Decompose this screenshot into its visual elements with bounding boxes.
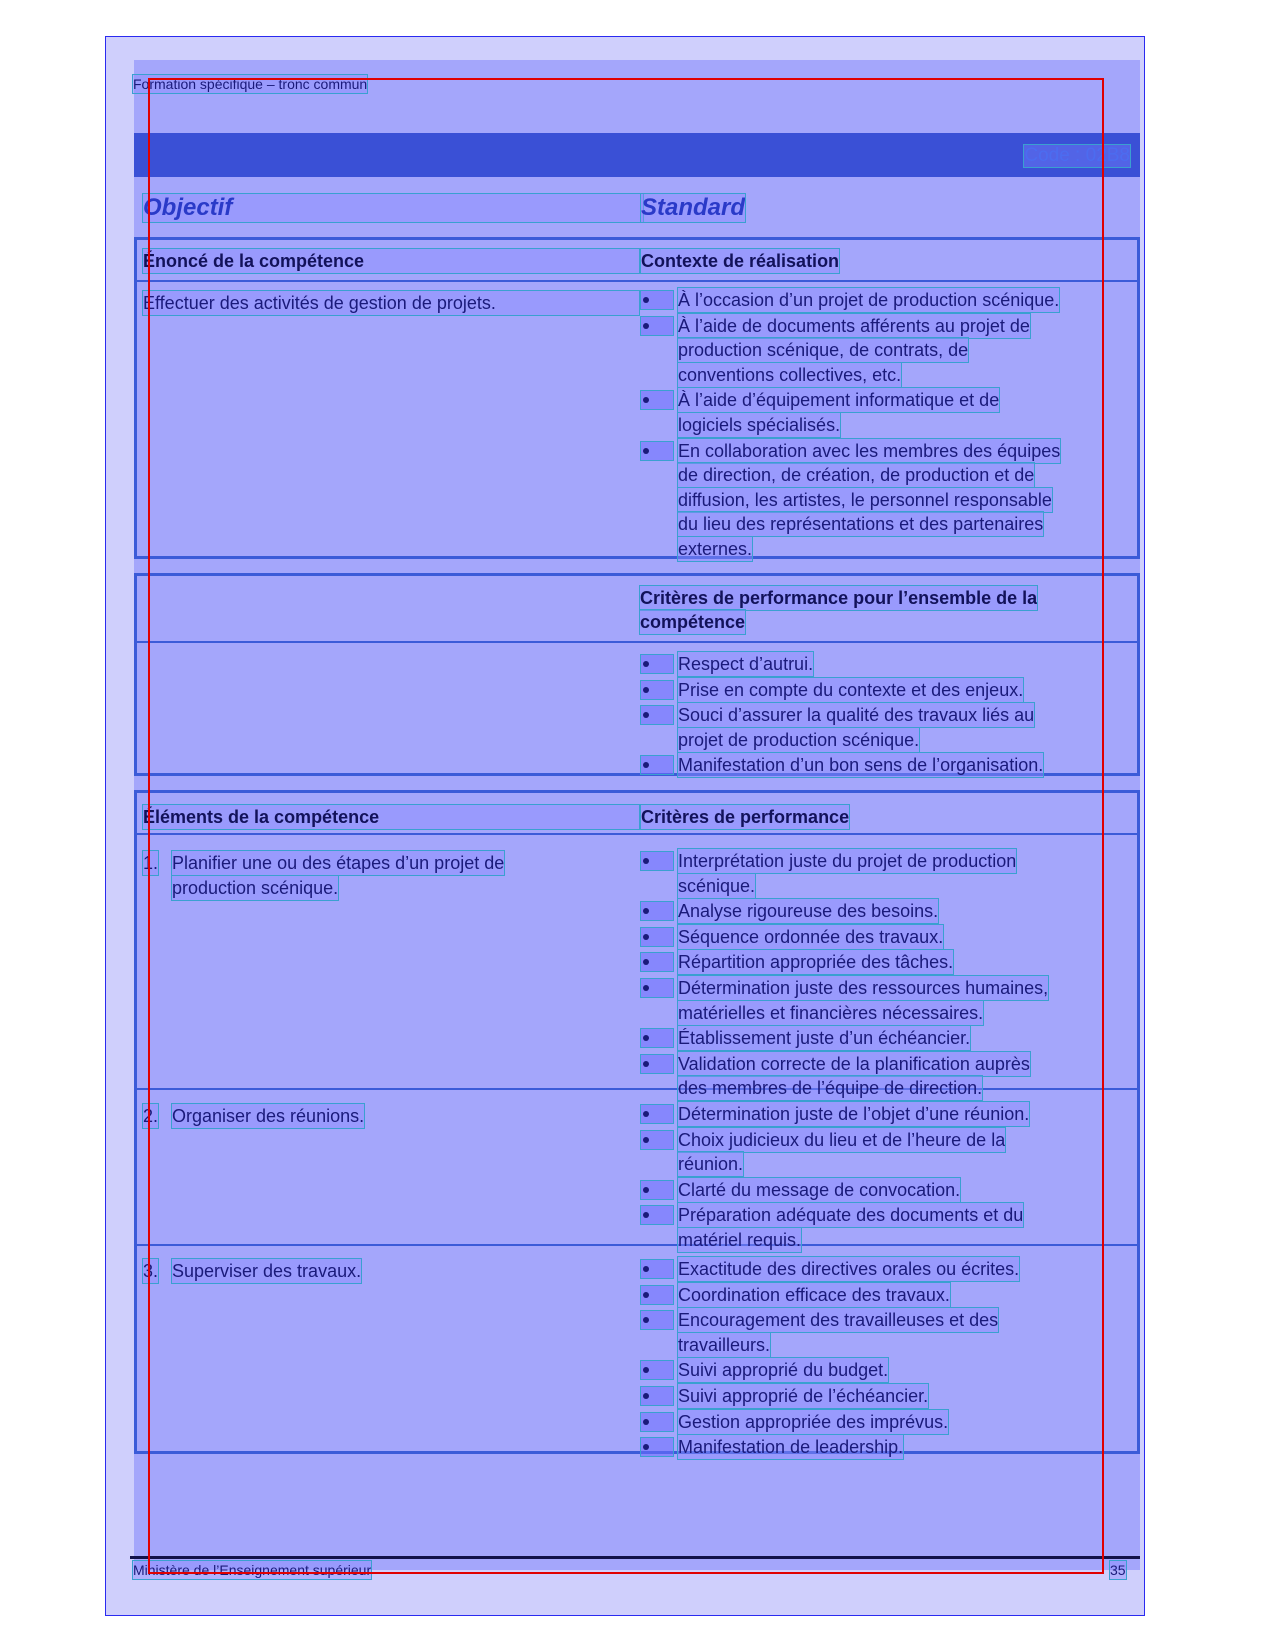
element-label-line: Planifier une ou des étapes d’un projet de — [172, 853, 505, 873]
context-item-line: de direction, de création, de production et de — [678, 465, 1035, 486]
bullet-icon — [641, 953, 673, 971]
bullet-icon — [641, 1131, 673, 1149]
bullet-icon — [641, 655, 673, 673]
element-criterion-line: Clarté du message de convocation. — [678, 1179, 961, 1200]
section3-header-divider — [134, 833, 1140, 835]
bullet-icon — [641, 1105, 673, 1123]
bullet-icon — [641, 1029, 673, 1047]
element-criterion-line: Manifestation de leadership. — [678, 1437, 904, 1458]
element-criterion-line: scénique. — [678, 875, 756, 896]
context-heading: Contexte de réalisation — [641, 251, 840, 271]
bullet-icon — [641, 706, 673, 724]
bullet-icon — [641, 1260, 673, 1278]
context-item-line: externes. — [678, 539, 753, 559]
element-criterion-line: Exactitude des directives orales ou écrites. — [678, 1259, 1020, 1279]
element-criterion-line: Détermination juste de l’objet d’une réunion. — [678, 1104, 1030, 1124]
context-item-line: logiciels spécialisés. — [678, 415, 841, 435]
bullet-icon — [641, 852, 673, 870]
bullet-icon — [641, 979, 673, 997]
global-criteria-heading-line1: Critères de performance pour l’ensemble de la — [640, 588, 1038, 608]
element-criterion-line: réunion. — [678, 1154, 744, 1175]
element-criterion-line: Coordination efficace des travaux. — [678, 1284, 950, 1305]
global-criteria-heading-line2: compétence — [640, 612, 746, 632]
element-criterion-line: Séquence ordonnée des travaux. — [678, 926, 944, 947]
context-item-line: diffusion, les artistes, le personnel responsable — [678, 489, 1052, 510]
page-number: 35 — [1110, 1562, 1126, 1578]
bullet-icon — [641, 1361, 673, 1379]
bullet-icon — [641, 1206, 673, 1224]
bullet-icon — [641, 1311, 673, 1329]
code-value: 02B8 — [1085, 145, 1130, 166]
bullet-icon — [641, 1413, 673, 1431]
context-item-line: du lieu des représentations et des partenaires — [678, 514, 1044, 535]
elements-heading: Éléments de la compétence — [143, 805, 639, 829]
element1-divider — [134, 1088, 1140, 1090]
element-criterion-line: Encouragement des travailleuses et des — [678, 1310, 999, 1331]
footer-ministry: Ministère de l’Enseignement supérieur — [133, 1562, 372, 1578]
element-criterion-line: des membres de l’équipe de direction. — [678, 1078, 983, 1099]
bullet-icon — [641, 291, 673, 309]
global-criterion-line: Manifestation d’un bon sens de l’organisation. — [678, 755, 1044, 776]
bullet-icon — [641, 1181, 673, 1199]
element-criterion-line: Validation correcte de la planification auprès — [678, 1053, 1030, 1074]
element-label-line: Superviser des travaux. — [172, 1261, 362, 1281]
element-criterion-line: travailleurs. — [678, 1334, 771, 1355]
element-criterion-line: Répartition appropriée des tâches. — [678, 952, 954, 973]
element-number: 1. — [143, 853, 159, 873]
element-criterion-line: Établissement juste d’un échéancier. — [678, 1028, 971, 1049]
bullet-icon — [641, 928, 673, 946]
element-criterion-line: Préparation adéquate des documents et du — [678, 1205, 1024, 1226]
footer-rule — [130, 1556, 1140, 1559]
bullet-icon — [641, 902, 673, 920]
bullet-icon — [641, 442, 673, 460]
section1-divider — [134, 280, 1140, 282]
element-criterion-line: Détermination juste des ressources humaines, — [678, 978, 1049, 998]
context-item-line: En collaboration avec les membres des équipes — [678, 440, 1061, 461]
context-item-line: conventions collectives, etc. — [678, 364, 902, 385]
bullet-icon — [641, 1438, 673, 1456]
element-criterion-line: Analyse rigoureuse des besoins. — [678, 901, 939, 922]
section2-divider — [134, 641, 1140, 643]
bullet-icon — [641, 1286, 673, 1304]
element-number: 3. — [143, 1261, 159, 1281]
element-label-line: Organiser des réunions. — [172, 1106, 365, 1126]
element-criterion-line: matériel requis. — [678, 1230, 802, 1250]
element-criterion-line: Choix judicieux du lieu et de l’heure de la — [678, 1129, 1006, 1150]
bullet-icon — [641, 317, 673, 335]
global-criterion-line: Respect d’autrui. — [678, 654, 814, 674]
performance-criteria-heading: Critères de performance — [641, 807, 850, 827]
context-item-line: production scénique, de contrats, de — [678, 340, 969, 361]
global-criterion-line: projet de production scénique. — [678, 729, 920, 750]
element-criterion-line: Suivi approprié de l’échéancier. — [678, 1386, 929, 1406]
bullet-icon — [641, 681, 673, 699]
element-criterion-line: Gestion appropriée des imprévus. — [678, 1411, 949, 1432]
competence-statement: Effectuer des activités de gestion de projets. — [143, 291, 639, 315]
context-item-line: À l’aide de documents afférents au projet de — [678, 315, 1030, 336]
element-criterion-line: matérielles et financières nécessaires. — [678, 1002, 984, 1023]
bullet-icon — [641, 391, 673, 409]
standard-title: Standard — [641, 194, 746, 221]
code-label: Code : — [1024, 145, 1081, 166]
element-label-line: production scénique. — [172, 877, 339, 898]
header-bar — [134, 133, 1140, 177]
element2-divider — [134, 1244, 1140, 1246]
element-criterion-line: Interprétation juste du projet de production — [678, 851, 1017, 871]
bullet-icon — [641, 1387, 673, 1405]
program-code — [1024, 145, 1130, 167]
element-number: 2. — [143, 1106, 159, 1126]
global-criterion-line: Souci d’assurer la qualité des travaux liés au — [678, 705, 1035, 726]
bullet-icon — [641, 1055, 673, 1073]
objective-title: Objectif — [143, 194, 643, 222]
context-item-line: À l’occasion d’un projet de production scénique. — [678, 290, 1060, 310]
statement-heading: Énoncé de la compétence — [143, 249, 639, 273]
context-item-line: À l’aide d’équipement informatique et de — [678, 390, 1000, 411]
global-criterion-line: Prise en compte du contexte et des enjeux. — [678, 679, 1024, 700]
bullet-icon — [641, 756, 673, 774]
element-criterion-line: Suivi approprié du budget. — [678, 1360, 889, 1381]
running-title: Formation spécifique – tronc commun — [133, 76, 368, 92]
